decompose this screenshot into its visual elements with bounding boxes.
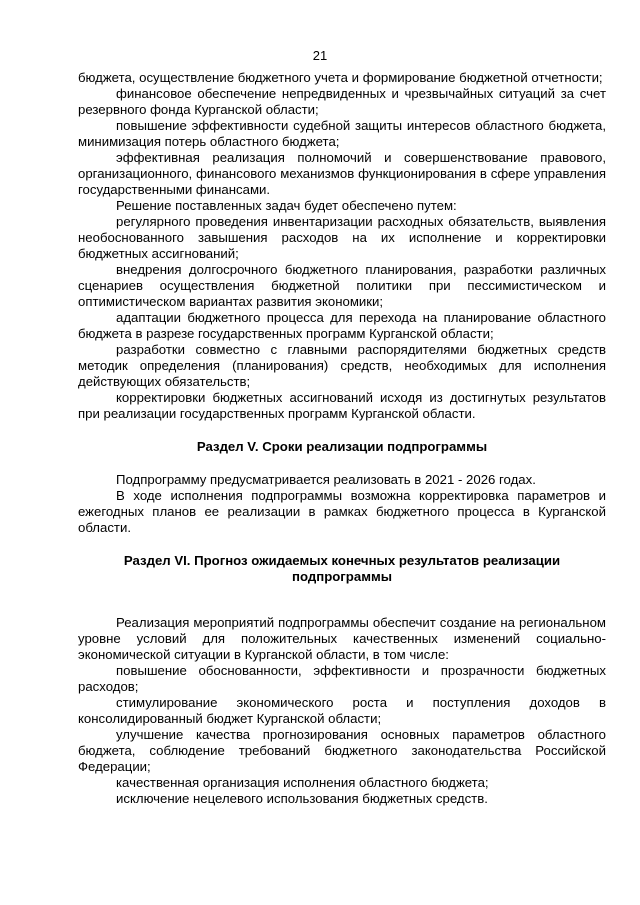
paragraph: Решение поставленных задач будет обеспечено путем: bbox=[116, 198, 457, 213]
paragraph: стимулирование экономического роста и поступления доходов в консолидированный бюджет Курганской области; bbox=[78, 695, 606, 726]
paragraph: повышение эффективности судебной защиты интересов областного бюджета, минимизация потерь областного бюджета; bbox=[78, 118, 606, 149]
page-content bbox=[78, 70, 606, 807]
paragraph-continuation: бюджета, осуществление бюджетного учета и формирование бюджетной отчетности; bbox=[78, 70, 603, 85]
paragraph: В ходе исполнения подпрограммы возможна корректировка параметров и ежегодных планов ее реализации в рамках бюджетного процесса в Курганской области. bbox=[78, 488, 606, 535]
paragraph: улучшение качества прогнозирования основных параметров областного бюджета, соблюдение требований бюджетного законодательства Российской Федерации; bbox=[78, 727, 606, 774]
paragraph: внедрения долгосрочного бюджетного планирования, разработки различных сценариев осуществления бюджетной политики при пессимистическом и оптимистическом вариантах развития экономики; bbox=[78, 262, 606, 309]
paragraph: корректировки бюджетных ассигнований исходя из достигнутых результатов при реализации государственных программ Курганской области. bbox=[78, 390, 606, 421]
paragraph: Реализация мероприятий подпрограммы обеспечит создание на региональном уровне условий для положительных качественных изменений социально-экономической ситуации в Курганской области, в том числе: bbox=[78, 615, 606, 662]
paragraph: качественная организация исполнения областного бюджета; bbox=[116, 775, 489, 790]
section-6-heading-line-2: подпрограммы bbox=[292, 569, 392, 584]
paragraph: Подпрограмму предусматривается реализовать в 2021 - 2026 годах. bbox=[116, 472, 536, 487]
paragraph: эффективная реализация полномочий и совершенствование правового, организационного, финансового механизмов функционирования в сфере управления государственными финансами. bbox=[78, 150, 606, 197]
page-number: 21 bbox=[312, 48, 328, 63]
paragraph: регулярного проведения инвентаризации расходных обязательств, выявления необоснованного завышения расходов на их исполнение и корректировки бюджетных ассигнований; bbox=[78, 214, 606, 261]
section-6-heading-line-1: Раздел VI. Прогноз ожидаемых конечных результатов реализации bbox=[123, 553, 561, 568]
paragraph: разработки совместно с главными распорядителями бюджетных средств методик определения (планирования) средств, необходимых для исполнения действующих обязательств; bbox=[78, 342, 606, 389]
paragraph: исключение нецелевого использования бюджетных средств. bbox=[116, 791, 488, 806]
section-5-heading: Раздел V. Сроки реализации подпрограммы bbox=[196, 439, 488, 454]
paragraph: финансовое обеспечение непредвиденных и чрезвычайных ситуаций за счет резервного фонда Курганской области; bbox=[78, 86, 606, 117]
paragraph: адаптации бюджетного процесса для перехода на планирование областного бюджета в разрезе государственных программ Курганской области; bbox=[78, 310, 606, 341]
paragraph: повышение обоснованности, эффективности и прозрачности бюджетных расходов; bbox=[78, 663, 606, 694]
